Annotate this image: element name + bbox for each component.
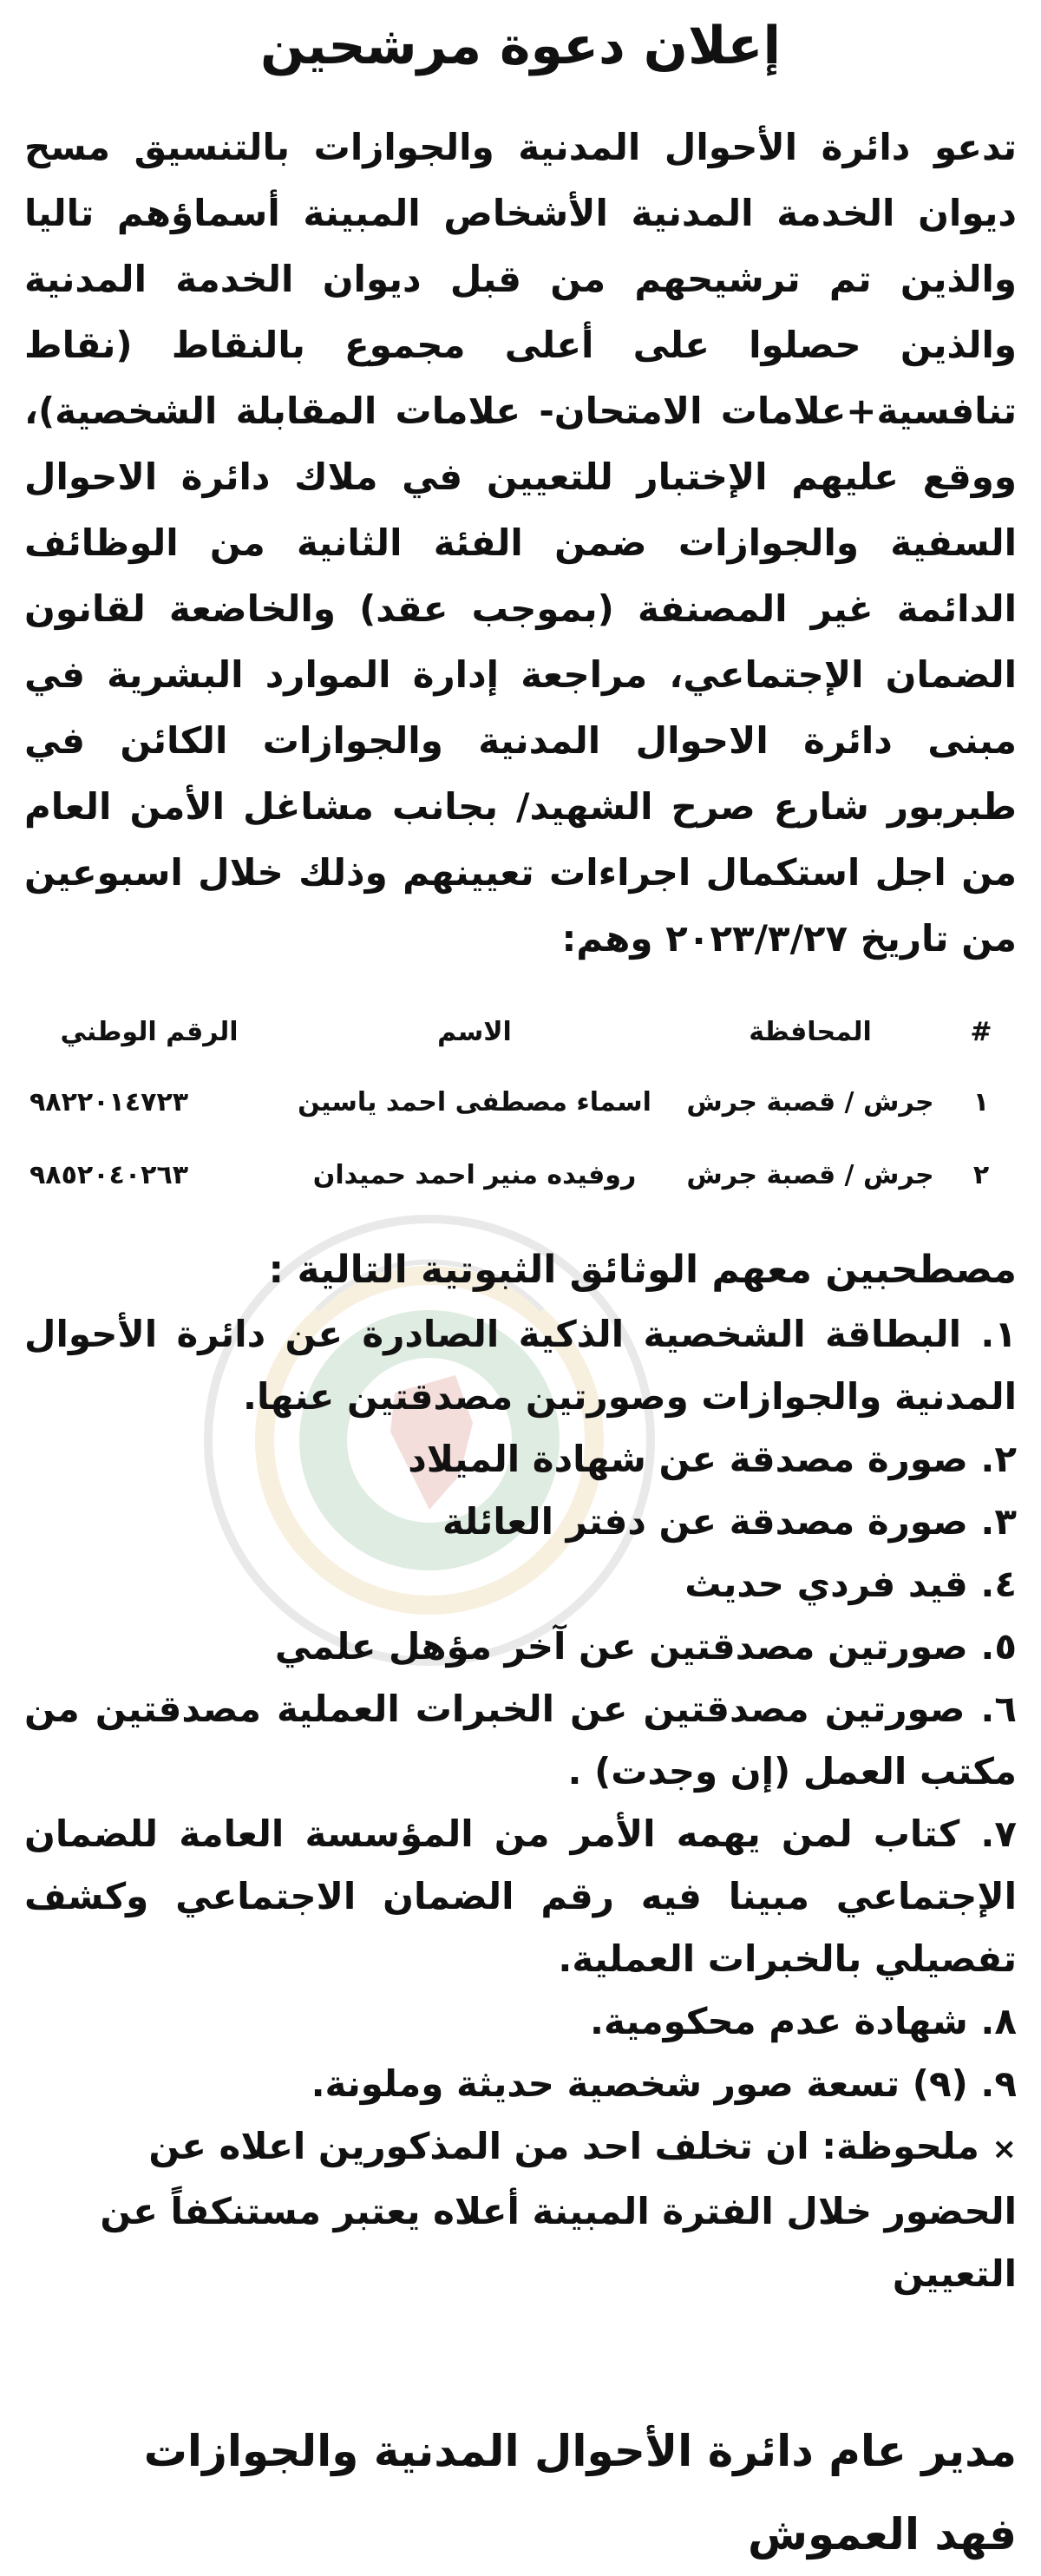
- row-number-cell: ١: [972, 1086, 990, 1118]
- row-national-id-cell: ٩٨٥٢٠٤٠٢٦٣: [29, 1159, 189, 1190]
- row-governorate-cell: جرش / قصبة جرش: [686, 1159, 934, 1190]
- list-item: ٢. صورة مصدقة عن شهادة الميلاد: [408, 1438, 1017, 1480]
- column-header-national-id: الرقم الوطني: [60, 1016, 239, 1047]
- list-item: ٣. صورة مصدقة عن دفتر العائلة: [442, 1500, 1017, 1543]
- candidates-table-header-row: [24, 998, 1017, 1065]
- table-row: [24, 1065, 1017, 1138]
- announcement-intro-paragraph: تدعو دائرة الأحوال المدنية والجوازات بالتنسيق مسح ديوان الخدمة المدنية الأشخاص المبينة أسماؤهم تاليا والذين تم ترشيحهم من قبل ديوان الخدمة المدنية والذين حصلوا على أعلى مجموع بالنقاط (نقاط تنافسية+علامات الامتحان- علامات المقابلة الشخصية)، ووقع عليهم الإختبار للتعيين في ملاك دائرة الاحوال السفية والجوازات ضمن الفئة الثانية من الوظائف الدائمة غير المصنفة (بموجب عقد) والخاضعة لقانون الضمان الإجتماعي، مراجعة إدارة الموارد البشرية في مبنى دائرة الاحوال المدنية والجوازات الكائن في طبربور شارع صرح الشهيد/ بجانب مشاغل الأمن العام من اجل استكمال اجراءات تعيينهم وذلك خلال اسبوعين من تاريخ ٢٠٢٣/٣/٢٧ وهم:: [24, 126, 1017, 960]
- table-row: [24, 1138, 1017, 1211]
- list-item: ٦. صورتين مصدقتين عن الخبرات العملية مصدقتين من مكتب العمل (إن وجدت) .: [24, 1688, 1017, 1793]
- column-header-number: #: [970, 1016, 992, 1047]
- row-national-id-cell: ٩٨٢٢٠١٤٧٢٣: [29, 1086, 189, 1118]
- row-number-cell: ٢: [972, 1159, 990, 1190]
- row-name-cell: روفيده منير احمد حميدان: [312, 1159, 637, 1190]
- absence-note-text: ملحوظة: ان تخلف احد من المذكورين اعلاه عن الحضور خلال الفترة المبينة أعلاه يعتبر مستنكفاً عن التعيين: [100, 2125, 1017, 2295]
- list-item: ٩. (٩) تسعة صور شخصية حديثة وملونة.: [311, 2062, 1017, 2105]
- required-documents-heading: مصطحبين معهم الوثائق الثبوتية التالية :: [268, 1248, 1017, 1292]
- list-item: ٥. صورتين مصدقتين عن آخر مؤهل علمي: [274, 1625, 1017, 1668]
- column-header-name: الاسم: [437, 1016, 512, 1047]
- signature-block: [24, 2409, 1017, 2576]
- absence-note: [24, 2115, 1017, 2305]
- row-name-cell: اسماء مصطفى احمد ياسين: [298, 1086, 651, 1118]
- list-item: ٧. كتاب لمن يهمه الأمر من المؤسسة العامة للضمان الإجتماعي مبينا فيه رقم الضمان الاجتماعي وكشف تفصيلي بالخبرات العملية.: [24, 1812, 1017, 1980]
- list-item: ١. البطاقة الشخصية الذكية الصادرة عن دائرة الأحوال المدنية والجوازات وصورتين مصدقتين عنها.: [24, 1313, 1017, 1418]
- required-documents-list: [24, 1303, 1017, 2115]
- signatory-name: فهد العموش: [747, 2509, 1017, 2560]
- row-governorate-cell: جرش / قصبة جرش: [686, 1086, 934, 1118]
- signatory-position: مدير عام دائرة الأحوال المدنية والجوازات: [143, 2426, 1017, 2476]
- announcement-title: إعلان دعوة مرشحين: [259, 16, 782, 76]
- candidates-table: [24, 998, 1017, 1211]
- list-item: ٨. شهادة عدم محكومية.: [590, 2000, 1017, 2042]
- list-item: ٤. قيد فردي حديث: [684, 1563, 1017, 1605]
- column-header-governorate: المحافظة: [749, 1016, 872, 1047]
- note-mark-icon: ×: [992, 2132, 1017, 2166]
